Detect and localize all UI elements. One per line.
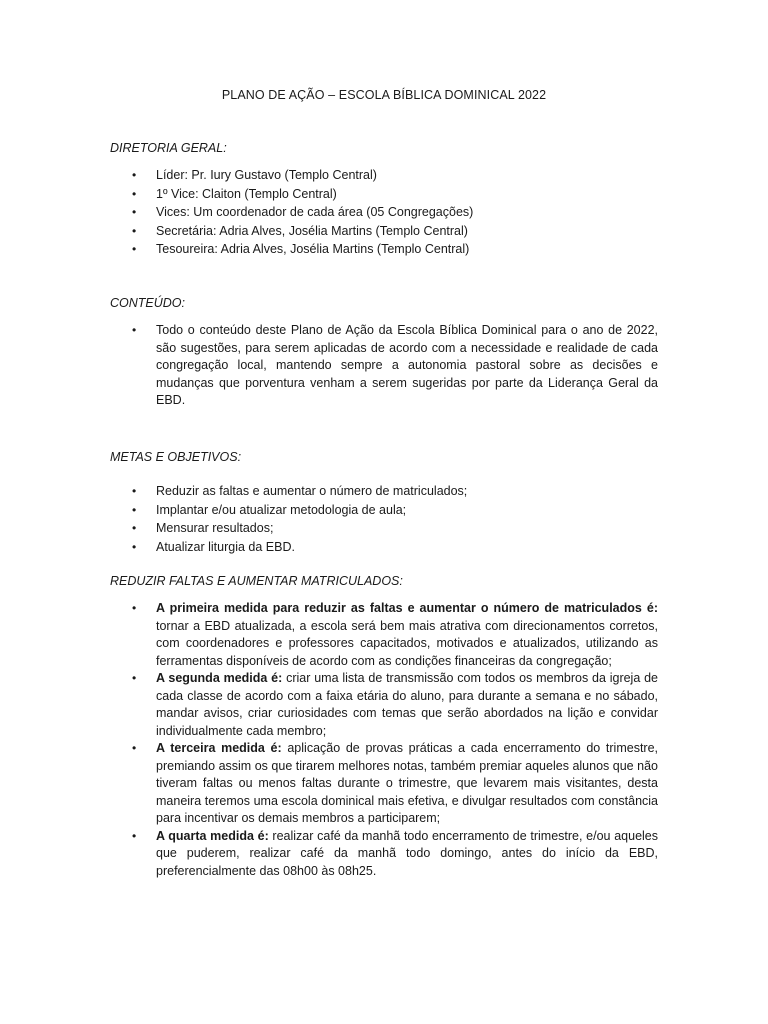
bullet-icon: • (132, 242, 137, 256)
list-metas (110, 482, 658, 556)
section-heading-reduzir: REDUZIR FALTAS E AUMENTAR MATRICULADOS: (110, 574, 403, 588)
list-conteudo (110, 322, 658, 410)
list-item: • Atualizar liturgia da EBD. (110, 538, 658, 557)
measure-lead: A segunda medida é: (156, 671, 283, 685)
bullet-icon: • (132, 601, 137, 615)
measure-lead: A terceira medida é: (156, 741, 282, 755)
measure-text: criar uma lista de transmissão com todos os membros da igreja de cada classe de acordo com a faixa etária do aluno, para durante a semana e no sábado, mandar avisos, criar curiosidades com temas que serão abordados na lição e convidar individualmente cada membro; (156, 671, 658, 738)
list-item (110, 600, 658, 670)
bullet-icon: • (132, 521, 137, 535)
bullet-icon: • (132, 828, 137, 843)
bullet-icon: • (132, 502, 137, 517)
bullet-icon: • (132, 168, 137, 182)
bullet-icon: • (132, 205, 137, 219)
bullet-icon: • (132, 186, 137, 201)
measure-text: aplicação de provas práticas a cada encerramento do trimestre, premiando assim os que tirarem melhores notas, também premiar aqueles alunos que não tiveram faltas ou menos faltas durante o trimestre, que levarem mais visitantes, desta maneira teremos uma escola dominical mais efetiva, e divulgar resultados com constância para incentivar os demais membros a participarem; (156, 741, 659, 825)
list-item: • Vices: Um coordenador de cada área (05 Congregações) (110, 203, 658, 222)
section-heading-conteudo: CONTEÚDO: (110, 296, 185, 310)
list-item (110, 828, 658, 881)
bullet-icon: • (132, 323, 137, 337)
page-title: PLANO DE AÇÃO – ESCOLA BÍBLICA DOMINICAL 2022 (221, 88, 547, 102)
list-item (110, 740, 658, 828)
measure-lead: A primeira medida para reduzir as faltas e aumentar o número de matriculados é: (156, 601, 658, 615)
list-item: • Todo o conteúdo deste Plano de Ação da Escola Bíblica Dominical para o ano de 2022, são sugestões, para serem aplicadas de acordo com a necessidade e realidade de cada congregação local, mantendo sempre a autonomia pastoral sobre as decisões e mudanças que porventura venham a serem sugeridas por parte da Liderança Geral da EBD. (132, 323, 658, 407)
list-item: • Implantar e/ou atualizar metodologia de aula; (110, 501, 658, 520)
measure-lead: A quarta medida é: (156, 828, 269, 843)
list-item (110, 670, 658, 740)
list-item: • 1º Vice: Claiton (Templo Central) (110, 185, 658, 204)
measure-text: tornar a EBD atualizada, a escola será bem mais atrativa com direcionamentos corretos, com coordenadores e professores capacitados, motivados e atualizados, utilizando as ferramentas disponíveis de acordo com as condições financeiras da congregação; (156, 618, 658, 668)
measure-text: realizar café da manhã todo encerramento de trimestre, e/ou aqueles que puderem, realizar café da manhã todo domingo, antes do início da EBD, preferencialmente das 08h00 às 08h25. (156, 828, 658, 878)
list-item: • Tesoureira: Adria Alves, Josélia Martins (Templo Central) (110, 240, 658, 259)
bullet-icon: • (132, 223, 137, 238)
section-heading-metas: METAS E OBJETIVOS: (110, 450, 242, 464)
list-item: • Mensurar resultados; (110, 519, 658, 538)
bullet-icon: • (132, 741, 137, 755)
bullet-icon: • (132, 484, 137, 498)
list-reduzir (110, 600, 658, 880)
list-item: • Reduzir as faltas e aumentar o número de matriculados; (110, 482, 658, 501)
list-item: • Secretária: Adria Alves, Josélia Martins (Templo Central) (110, 222, 658, 241)
list-diretoria (110, 166, 658, 259)
list-item: • Líder: Pr. Iury Gustavo (Templo Central) (110, 166, 658, 185)
bullet-icon: • (132, 671, 137, 685)
bullet-icon: • (132, 539, 137, 554)
section-heading-diretoria: DIRETORIA GERAL: (110, 141, 227, 155)
